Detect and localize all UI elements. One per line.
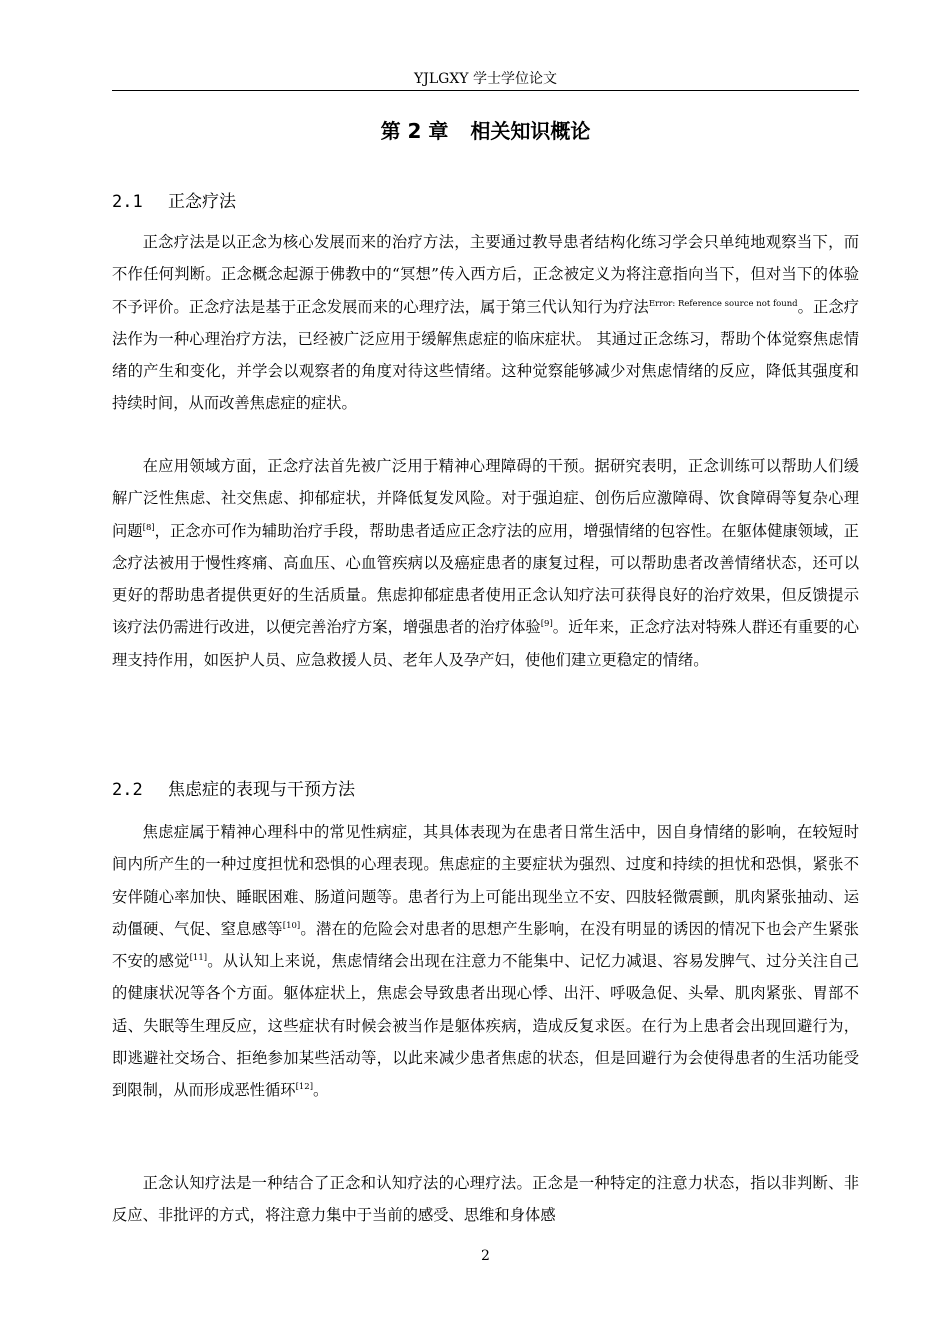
header-rule [112, 90, 859, 91]
section-title: 焦虑症的表现与干预方法 [168, 780, 355, 800]
section-number: 2.1 [112, 192, 143, 212]
paragraph-text: 。 [313, 1081, 329, 1100]
citation-12: [12] [295, 1082, 314, 1093]
citation-8: [8] [142, 522, 155, 533]
paragraph-text: ，正念亦可作为辅助治疗手段，帮助患者适应正念疗法的应用，增强情绪的包容性。在躯体健康领域，正念疗法被用于慢性疼痛、高血压、心血管疾病以及癌症患者的康复过程，可以帮助患者改善情绪状态，还可以更好的帮助患者提供更好的生活质量。焦虑抑郁症患者使用正念认知疗法可获得良好的治疗效果，但反馈提示该疗法仍需进行改进，以便完善治疗方案，增强患者的治疗体验 [112, 521, 859, 637]
paragraph-text: 正念认知疗法是一种结合了正念和认知疗法的心理疗法。正念是一种特定的注意力状态，指以非判断、非反应、非批评的方式，将注意力集中于当前的感受、思维和身体感 [112, 1174, 859, 1225]
citation-11: [11] [189, 953, 208, 964]
page-number: 2 [481, 1248, 490, 1264]
paragraph-text: 。潜在的危险会对患者的思想产生影响，在没有明显的诱因的情况下也会产生紧张不安的感觉 [112, 919, 859, 971]
paragraph-mindfulness-applications [112, 450, 859, 676]
paragraph-text: 。正念疗法作为一种心理治疗方法，已经被广泛应用于缓解焦虑症的临床症状。 其通过正念练习，帮助个体觉察焦虑情绪的产生和变化，并学会以观察者的角度对待这些情绪。这种觉察能够减少对焦虑情绪的反应，降低其强度和持续时间，从而改善焦虑症的症状。 [112, 297, 859, 413]
running-header: YJLGXY 学士学位论文 [414, 71, 557, 87]
paragraph-text: 。近年来，正念疗法对特殊人群还有重要的心理支持作用，如医护人员、应急救援人员、老年人及孕产妇，使他们建立更稳定的情绪。 [112, 618, 859, 669]
paragraph-text: 正念疗法是以正念为核心发展而来的治疗方法，主要通过教导患者结构化练习学会只单纯地观察当下，而不作任何判断。正念概念起源于佛教中的“冥想”传入西方后，正念被定义为将注意指向当下，但对当下的体验不予评价。正念疗法是基于正念发展而来的心理疗法，属于第三代认知行为疗法 [112, 233, 859, 316]
section-title: 正念疗法 [168, 192, 236, 212]
chapter-name: 相关知识概论 [470, 119, 591, 143]
citation-10: [10] [282, 920, 301, 931]
chapter-title [112, 116, 859, 146]
broken-reference: Error: Reference source not found [648, 298, 798, 309]
citation-9: [9] [540, 619, 553, 630]
section-number: 2.2 [112, 780, 143, 800]
paragraph-text: 。从认知上来说，焦虑情绪会出现在注意力不能集中、记忆力减退、容易发脾气、过分关注自己的健康状况等各个方面。躯体症状上，焦虑会导致患者出现心悸、出汗、呼吸急促、头晕、肌肉紧张、胃部不适、失眠等生理反应，这些症状有时候会被当作是躯体疾病，造成反复求医。在行为上患者会出现回避行为，即逃避社交场合、拒绝参加某些活动等，以此来减少患者焦虑的状态，但是回避行为会使得患者的生活功能受到限制，从而形成恶性循环 [112, 952, 859, 1100]
section-heading-2-2 [112, 776, 859, 804]
paragraph-mindfulness-definition [112, 226, 859, 420]
section-heading-2-1 [112, 188, 859, 216]
paragraph-mbct-intro [112, 1167, 859, 1232]
paragraph-text: 在应用领域方面，正念疗法首先被广泛用于精神心理障碍的干预。据研究表明，正念训练可以帮助人们缓解广泛性焦虑、社交焦虑、抑郁症状，并降低复发风险。对于强迫症、创伤后应激障碍、饮食障碍等复杂心理问题 [112, 457, 859, 540]
paragraph-text: 焦虑症属于精神心理科中的常见性病症，其具体表现为在患者日常生活中，因自身情绪的影响，在较短时间内所产生的一种过度担忧和恐惧的心理表现。焦虑症的主要症状为强烈、过度和持续的担忧和恐惧，紧张不安伴随心率加快、睡眠困难、肠道问题等。患者行为上可能出现坐立不安、四肢轻微震颤，肌肉紧张抽动、运动僵硬、气促、窒息感等 [112, 823, 859, 938]
paragraph-anxiety-symptoms [112, 816, 859, 1107]
chapter-number: 第 2 章 [380, 119, 449, 143]
